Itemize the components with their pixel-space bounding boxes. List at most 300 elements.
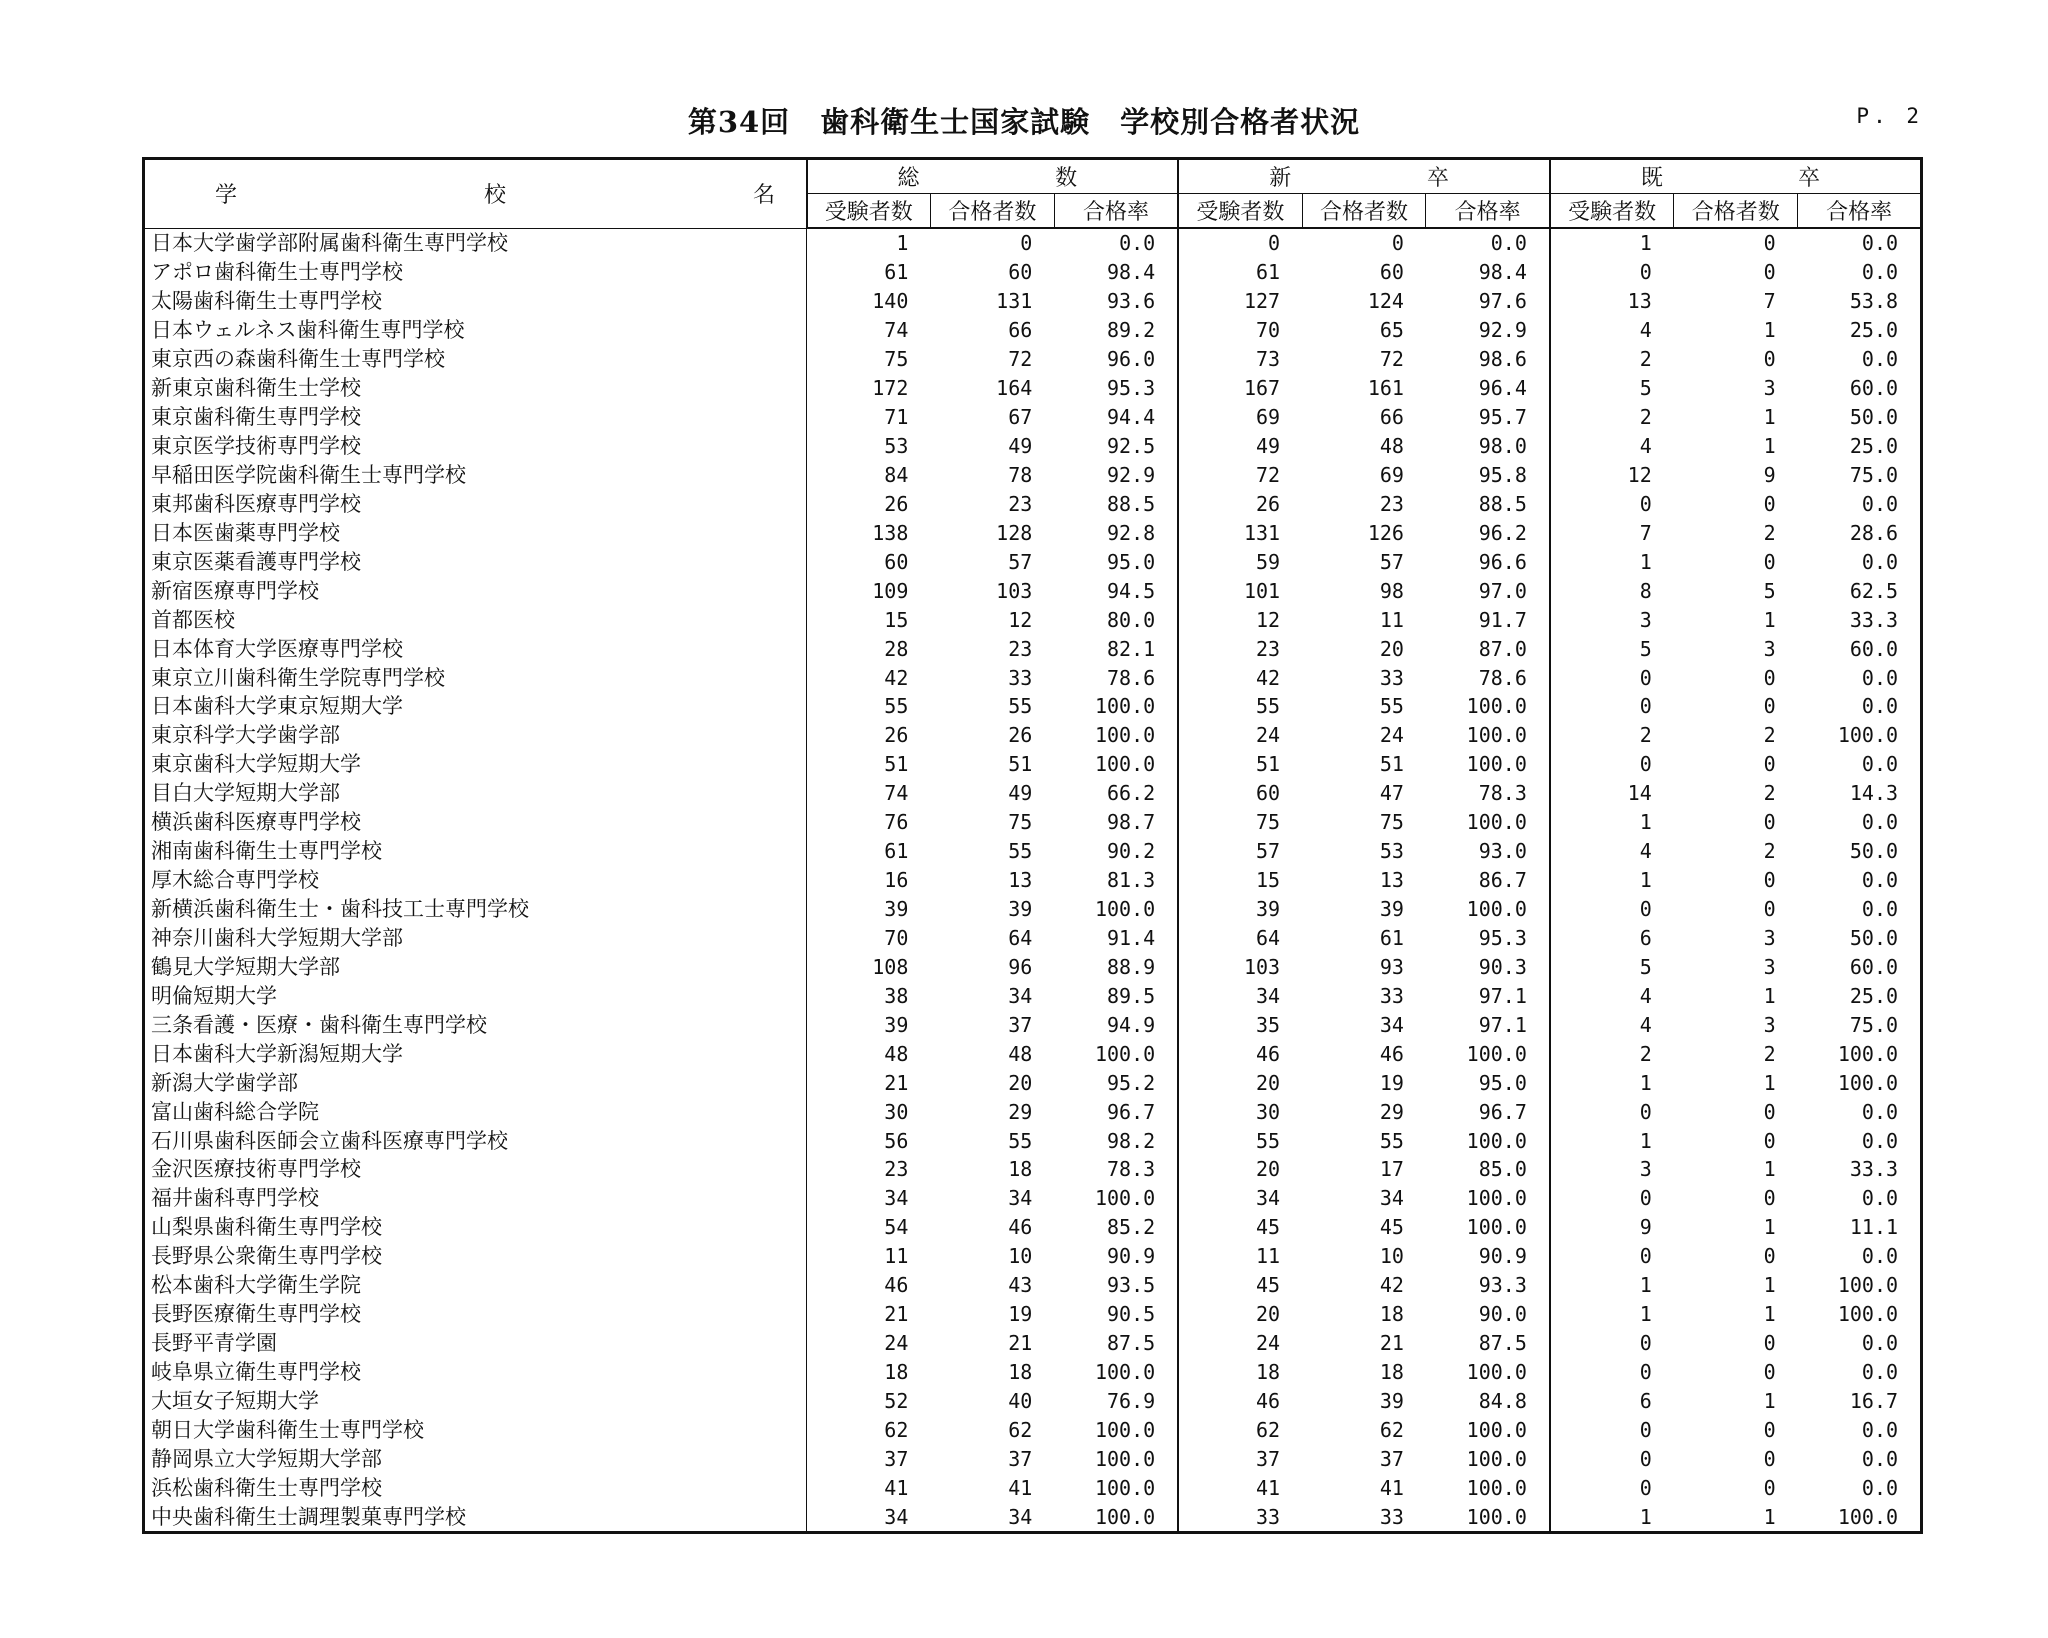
examinees-cell: 6 [1639,1388,1652,1413]
passed-cell: 7 [1763,289,1776,314]
pass-rate-cell: 90.0 [1426,1300,1550,1329]
examinees-cell: 34 [884,1186,909,1211]
table-row [144,1213,1922,1242]
school-name: 首都医校 [144,605,807,634]
pass-rate-cell: 53.8 [1798,287,1922,316]
pass-rate-cell: 0.0 [1798,1097,1922,1126]
passed-cell: 18 [1379,1360,1404,1385]
passed-cell: 75 [1008,810,1033,835]
passed-cell: 9 [1763,462,1776,487]
pass-rate-cell: 11.1 [1798,1213,1922,1242]
passed-cell: 0 [1763,1360,1776,1385]
pass-rate-cell: 96.2 [1426,518,1550,547]
passed-cell: 34 [1008,983,1033,1008]
examinees-cell: 34 [1255,1186,1281,1211]
pass-rate-cell: 0.0 [1798,258,1922,287]
school-name: 日本歯科大学新潟短期大学 [144,1039,807,1068]
examinees-cell: 34 [1255,983,1281,1008]
examinees-cell: 46 [1255,1388,1281,1413]
pass-rate-cell: 0.0 [1798,895,1922,924]
examinees-cell: 20 [1255,1302,1281,1327]
school-name: 朝日大学歯科衛生士専門学校 [144,1415,807,1444]
examinees-cell: 140 [872,289,909,314]
passed-cell: 48 [1008,1041,1033,1066]
examinees-cell: 35 [1255,1012,1281,1037]
pass-rate-cell: 75.0 [1798,461,1922,490]
examinees-cell: 0 [1639,1244,1652,1269]
pass-rate-cell: 78.3 [1426,779,1550,808]
pass-rate-cell: 85.2 [1054,1213,1178,1242]
school-name: 東京歯科大学短期大学 [144,750,807,779]
examinees-cell: 0 [1639,752,1652,777]
passed-cell: 0 [1763,1186,1776,1211]
pass-rate-cell: 87.0 [1426,634,1550,663]
passed-cell: 55 [1379,694,1404,719]
group-header-prior-grad: 既 卒 [1550,159,1922,194]
examinees-cell: 2 [1639,1041,1652,1066]
passed-cell: 53 [1379,839,1404,864]
school-name: 神奈川歯科大学短期大学部 [144,924,807,953]
table-row [144,1184,1922,1213]
pass-rate-cell: 0.0 [1798,750,1922,779]
results-table [142,157,1923,1534]
pass-rate-cell: 50.0 [1798,837,1922,866]
examinees-cell: 26 [884,723,909,748]
school-name: 明倫短期大学 [144,981,807,1010]
subheader-examinees: 受験者数 [1550,194,1674,229]
subheader-examinees: 受験者数 [1178,194,1302,229]
school-name: 東京西の森歯科衛生士専門学校 [144,345,807,374]
passed-cell: 41 [1379,1475,1404,1500]
pass-rate-cell: 100.0 [1054,721,1178,750]
examinees-cell: 5 [1639,954,1652,979]
examinees-cell: 73 [1255,347,1281,372]
pass-rate-cell: 100.0 [1426,1415,1550,1444]
passed-cell: 64 [1008,925,1033,950]
passed-cell: 39 [1379,897,1404,922]
examinees-cell: 70 [1255,318,1281,343]
table-row [144,576,1922,605]
examinees-cell: 71 [884,405,909,430]
examinees-cell: 41 [1255,1475,1281,1500]
examinees-cell: 51 [884,752,909,777]
school-name: 厚木総合専門学校 [144,866,807,895]
examinees-cell: 46 [1255,1041,1281,1066]
pass-rate-cell: 100.0 [1426,1184,1550,1213]
examinees-cell: 49 [1255,434,1281,459]
passed-cell: 5 [1763,578,1776,603]
passed-cell: 1 [1763,318,1776,343]
examinees-cell: 9 [1639,1215,1652,1240]
examinees-cell: 26 [1255,491,1281,516]
passed-cell: 1 [1763,1157,1776,1182]
passed-cell: 0 [1763,1446,1776,1471]
pass-rate-cell: 87.5 [1426,1329,1550,1358]
pass-rate-cell: 0.0 [1798,808,1922,837]
passed-cell: 43 [1008,1273,1033,1298]
examinees-cell: 30 [1255,1099,1281,1124]
school-name: 長野平青学園 [144,1329,807,1358]
pass-rate-cell: 90.2 [1054,837,1178,866]
examinees-cell: 53 [884,434,909,459]
examinees-cell: 0 [1639,1099,1652,1124]
pass-rate-cell: 92.9 [1054,461,1178,490]
passed-cell: 0 [1763,1417,1776,1442]
passed-cell: 78 [1008,462,1033,487]
examinees-cell: 4 [1639,434,1652,459]
school-name: 東京医学技術専門学校 [144,432,807,461]
pass-rate-cell: 0.0 [1426,228,1550,258]
subheader-pass-rate: 合格率 [1054,194,1178,229]
school-name: 静岡県立大学短期大学部 [144,1444,807,1473]
examinees-cell: 70 [884,925,909,950]
table-row [144,1358,1922,1387]
examinees-cell: 0 [1639,665,1652,690]
examinees-cell: 20 [1255,1157,1281,1182]
passed-cell: 33 [1379,983,1404,1008]
examinees-cell: 1 [896,231,909,256]
pass-rate-cell: 92.5 [1054,432,1178,461]
school-name: 福井歯科専門学校 [144,1184,807,1213]
pass-rate-cell: 100.0 [1798,1300,1922,1329]
passed-cell: 72 [1379,347,1404,372]
table-row [144,1068,1922,1097]
passed-cell: 3 [1763,376,1776,401]
pass-rate-cell: 0.0 [1054,228,1178,258]
table-row [144,518,1922,547]
passed-cell: 60 [1008,260,1033,285]
examinees-cell: 56 [884,1128,909,1153]
passed-cell: 3 [1763,954,1776,979]
pass-rate-cell: 90.3 [1426,952,1550,981]
passed-cell: 3 [1763,636,1776,661]
pass-rate-cell: 78.6 [1054,663,1178,692]
passed-cell: 13 [1379,868,1404,893]
school-name: 日本ウェルネス歯科衛生専門学校 [144,316,807,345]
pass-rate-cell: 100.0 [1054,1444,1178,1473]
examinees-cell: 62 [1255,1417,1281,1442]
passed-cell: 2 [1763,839,1776,864]
table-row [144,287,1922,316]
examinees-cell: 39 [884,1012,909,1037]
subheader-passed: 合格者数 [930,194,1054,229]
school-name: 三条看護・医療・歯科衛生専門学校 [144,1010,807,1039]
examinees-cell: 11 [884,1244,909,1269]
passed-cell: 33 [1379,1504,1404,1529]
examinees-cell: 61 [1255,260,1281,285]
passed-cell: 21 [1379,1331,1404,1356]
passed-cell: 2 [1763,781,1776,806]
page-number: P. 2 [1856,104,1923,128]
examinees-cell: 109 [872,578,909,603]
school-name: 東邦歯科医療専門学校 [144,489,807,518]
examinees-cell: 52 [884,1388,909,1413]
table-row [144,634,1922,663]
examinees-cell: 20 [1255,1070,1281,1095]
passed-cell: 46 [1008,1215,1033,1240]
examinees-cell: 0 [1268,231,1281,256]
passed-cell: 164 [996,376,1033,401]
passed-cell: 10 [1379,1244,1404,1269]
table-row [144,605,1922,634]
passed-cell: 126 [1367,520,1404,545]
subheader-pass-rate: 合格率 [1798,194,1922,229]
examinees-cell: 23 [1255,636,1281,661]
pass-rate-cell: 60.0 [1798,634,1922,663]
passed-cell: 47 [1379,781,1404,806]
examinees-cell: 21 [884,1070,909,1095]
examinees-cell: 2 [1639,405,1652,430]
school-name: 目白大学短期大学部 [144,779,807,808]
pass-rate-cell: 100.0 [1054,1184,1178,1213]
pass-rate-cell: 0.0 [1798,1184,1922,1213]
table-row [144,779,1922,808]
passed-cell: 18 [1008,1360,1033,1385]
table-row [144,1502,1922,1532]
pass-rate-cell: 95.0 [1426,1068,1550,1097]
passed-cell: 66 [1379,405,1404,430]
passed-cell: 0 [1763,260,1776,285]
examinees-cell: 60 [1255,781,1281,806]
passed-cell: 61 [1379,925,1404,950]
pass-rate-cell: 0.0 [1798,345,1922,374]
examinees-cell: 172 [872,376,909,401]
pass-rate-cell: 0.0 [1798,1415,1922,1444]
examinees-cell: 1 [1639,1504,1652,1529]
pass-rate-cell: 81.3 [1054,866,1178,895]
examinees-cell: 46 [884,1273,909,1298]
pass-rate-cell: 100.0 [1798,1271,1922,1300]
table-row [144,1155,1922,1184]
examinees-cell: 42 [884,665,909,690]
examinees-cell: 34 [884,1504,909,1529]
passed-cell: 0 [1763,665,1776,690]
passed-cell: 39 [1379,1388,1404,1413]
examinees-cell: 4 [1639,839,1652,864]
examinees-cell: 0 [1639,694,1652,719]
passed-cell: 29 [1008,1099,1033,1124]
passed-cell: 18 [1008,1157,1033,1182]
examinees-cell: 26 [884,491,909,516]
passed-cell: 55 [1008,694,1033,719]
table-row [144,432,1922,461]
table-row [144,403,1922,432]
pass-rate-cell: 100.0 [1426,1213,1550,1242]
passed-cell: 1 [1763,1388,1776,1413]
subheader-examinees: 受験者数 [807,194,931,229]
examinees-cell: 21 [884,1302,909,1327]
pass-rate-cell: 76.9 [1054,1387,1178,1416]
examinees-cell: 0 [1639,1417,1652,1442]
passed-cell: 0 [1020,231,1033,256]
examinees-cell: 28 [884,636,909,661]
examinees-cell: 60 [884,549,909,574]
passed-cell: 2 [1763,520,1776,545]
page-title: 第34回 歯科衛生士国家試験 学校別合格者状況 [687,105,1361,139]
table-row [144,924,1922,953]
table-row [144,547,1922,576]
passed-cell: 49 [1008,434,1033,459]
pass-rate-cell: 96.6 [1426,547,1550,576]
passed-cell: 51 [1379,752,1404,777]
examinees-cell: 24 [1255,723,1281,748]
table-body [144,228,1922,1533]
pass-rate-cell: 97.1 [1426,1010,1550,1039]
group-header-total: 総 数 [807,159,1179,194]
school-name: 松本歯科大学衛生学院 [144,1271,807,1300]
passed-cell: 49 [1008,781,1033,806]
pass-rate-cell: 100.0 [1426,750,1550,779]
examinees-cell: 45 [1255,1215,1281,1240]
school-name: 富山歯科総合学院 [144,1097,807,1126]
pass-rate-cell: 96.7 [1426,1097,1550,1126]
examinees-cell: 57 [1255,839,1281,864]
pass-rate-cell: 14.3 [1798,779,1922,808]
table-row [144,345,1922,374]
passed-cell: 0 [1763,694,1776,719]
pass-rate-cell: 100.0 [1426,721,1550,750]
table-row [144,808,1922,837]
pass-rate-cell: 90.9 [1054,1242,1178,1271]
pass-rate-cell: 98.4 [1426,258,1550,287]
pass-rate-cell: 96.0 [1054,345,1178,374]
pass-rate-cell: 60.0 [1798,374,1922,403]
pass-rate-cell: 0.0 [1798,489,1922,518]
pass-rate-cell: 60.0 [1798,952,1922,981]
examinees-cell: 1 [1639,1070,1652,1095]
school-name: アポロ歯科衛生士専門学校 [144,258,807,287]
examinees-cell: 127 [1243,289,1281,314]
passed-cell: 1 [1763,434,1776,459]
pass-rate-cell: 92.9 [1426,316,1550,345]
examinees-cell: 4 [1639,318,1652,343]
pass-rate-cell: 90.5 [1054,1300,1178,1329]
passed-cell: 20 [1379,636,1404,661]
passed-cell: 0 [1763,347,1776,372]
table-row [144,952,1922,981]
pass-rate-cell: 84.8 [1426,1387,1550,1416]
pass-rate-cell: 78.3 [1054,1155,1178,1184]
examinees-cell: 0 [1639,1446,1652,1471]
pass-rate-cell: 88.9 [1054,952,1178,981]
passed-cell: 1 [1763,405,1776,430]
pass-rate-cell: 87.5 [1054,1329,1178,1358]
pass-rate-cell: 96.4 [1426,374,1550,403]
school-name: 日本体育大学医療専門学校 [144,634,807,663]
passed-cell: 13 [1008,868,1033,893]
pass-rate-cell: 89.5 [1054,981,1178,1010]
passed-cell: 23 [1379,491,1404,516]
pass-rate-cell: 100.0 [1426,1473,1550,1502]
examinees-cell: 72 [1255,462,1281,487]
examinees-cell: 101 [1243,578,1281,603]
pass-rate-cell: 50.0 [1798,403,1922,432]
pass-rate-cell: 85.0 [1426,1155,1550,1184]
passed-cell: 33 [1379,665,1404,690]
examinees-cell: 1 [1639,810,1652,835]
examinees-cell: 55 [884,694,909,719]
examinees-cell: 61 [884,839,909,864]
pass-rate-cell: 91.4 [1054,924,1178,953]
school-name-header: 学 校 名 [144,159,807,229]
school-name: 岐阜県立衛生専門学校 [144,1358,807,1387]
pass-rate-cell: 100.0 [1054,1415,1178,1444]
pass-rate-cell: 97.0 [1426,576,1550,605]
passed-cell: 46 [1379,1041,1404,1066]
pass-rate-cell: 0.0 [1798,1473,1922,1502]
school-name: 日本歯科大学東京短期大学 [144,692,807,721]
examinees-cell: 1 [1639,1302,1652,1327]
pass-rate-cell: 0.0 [1798,547,1922,576]
examinees-cell: 18 [884,1360,909,1385]
passed-cell: 26 [1008,723,1033,748]
school-name: 山梨県歯科衛生専門学校 [144,1213,807,1242]
table-row [144,489,1922,518]
table-row [144,1415,1922,1444]
pass-rate-cell: 100.0 [1426,692,1550,721]
passed-cell: 93 [1379,954,1404,979]
passed-cell: 1 [1763,1215,1776,1240]
pass-rate-cell: 95.8 [1426,461,1550,490]
examinees-cell: 24 [1255,1331,1281,1356]
pass-rate-cell: 100.0 [1054,750,1178,779]
passed-cell: 2 [1763,1041,1776,1066]
examinees-cell: 7 [1639,520,1652,545]
pass-rate-cell: 100.0 [1054,692,1178,721]
table-row [144,316,1922,345]
examinees-cell: 39 [1255,897,1281,922]
pass-rate-cell: 0.0 [1798,866,1922,895]
passed-cell: 48 [1379,434,1404,459]
pass-rate-cell: 95.0 [1054,547,1178,576]
examinees-cell: 6 [1639,925,1652,950]
passed-cell: 34 [1379,1012,1404,1037]
examinees-cell: 24 [884,1331,909,1356]
table-row [144,1039,1922,1068]
examinees-cell: 13 [1627,289,1652,314]
examinees-cell: 30 [884,1099,909,1124]
passed-cell: 0 [1763,897,1776,922]
examinees-cell: 3 [1639,607,1652,632]
examinees-cell: 5 [1639,636,1652,661]
examinees-cell: 37 [1255,1446,1281,1471]
passed-cell: 57 [1008,549,1033,574]
passed-cell: 0 [1391,231,1404,256]
pass-rate-cell: 16.7 [1798,1387,1922,1416]
pass-rate-cell: 91.7 [1426,605,1550,634]
table-row [144,866,1922,895]
examinees-cell: 51 [1255,752,1281,777]
pass-rate-cell: 94.4 [1054,403,1178,432]
pass-rate-cell: 0.0 [1798,1329,1922,1358]
subheader-pass-rate: 合格率 [1426,194,1550,229]
passed-cell: 161 [1367,376,1404,401]
examinees-cell: 0 [1639,1186,1652,1211]
examinees-cell: 45 [1255,1273,1281,1298]
examinees-cell: 4 [1639,983,1652,1008]
pass-rate-cell: 28.6 [1798,518,1922,547]
pass-rate-cell: 92.8 [1054,518,1178,547]
passed-cell: 17 [1379,1157,1404,1182]
passed-cell: 66 [1008,318,1033,343]
table-row [144,750,1922,779]
table-row [144,1473,1922,1502]
examinees-cell: 62 [884,1417,909,1442]
examinees-cell: 8 [1639,578,1652,603]
pass-rate-cell: 100.0 [1426,895,1550,924]
passed-cell: 69 [1379,462,1404,487]
passed-cell: 75 [1379,810,1404,835]
